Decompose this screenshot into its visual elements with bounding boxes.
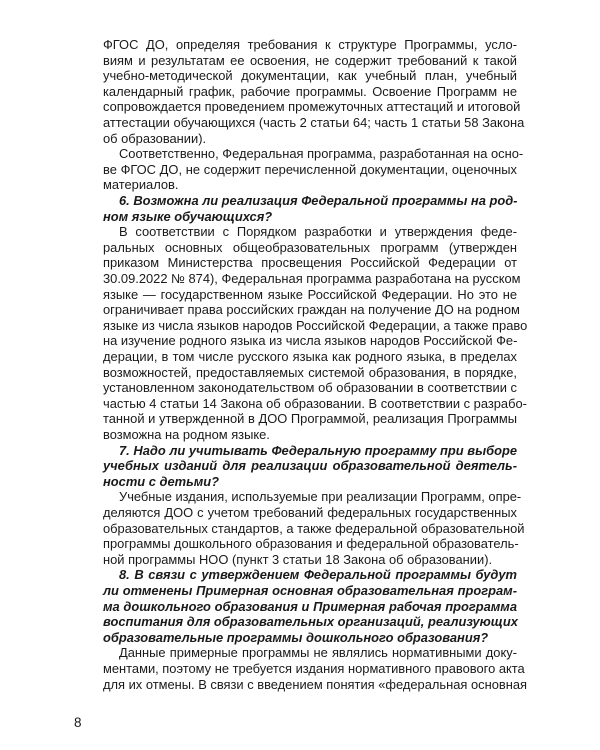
text-line: сопровождается проведением промежуточных аттестаций и итоговой — [103, 99, 521, 115]
text-line: частью 4 статьи 14 Закона об образовании. В соответствии с разрабо- — [103, 395, 527, 411]
text-line: ФГОС ДО, определяя требования к структуре Программы, усло- — [103, 37, 517, 52]
text-line: ной программы НОО (пункт 3 статьи 18 Закона об образовании). — [103, 551, 493, 567]
text-line: дерации, в том числе русского языка как родного языка, в пределах — [103, 349, 517, 364]
question-heading: ности с детьми? — [103, 473, 220, 489]
text-line: Соответственно, Федеральная программа, разработанная на осно- — [119, 146, 524, 162]
question-heading: ма дошкольного образования и Примерная рабочая программа — [103, 598, 517, 614]
text-line: на изучение родного языка из числа языков народов Российской Фе- — [103, 333, 518, 349]
text-line: учебно-методической документации, как учебный план, учебный — [103, 68, 517, 84]
question-heading: ном языке обучающихся? — [103, 208, 273, 224]
text-line: образовательных стандартов, а также федеральной образовательной — [103, 520, 525, 536]
question-heading: образовательные программы дошкольного образования? — [103, 629, 489, 645]
text-line: В соответствии с Порядком разработки и утверждения феде- — [119, 224, 517, 240]
text-line: деляются ДОО с учетом требований федеральных государственных — [103, 505, 517, 520]
text-line: танной и утвержденной в ДОО Программой, реализация Программы — [103, 411, 517, 427]
text-line: материалов. — [103, 177, 179, 193]
text-line: языке — государственном языке Российской Федерации. Но это не — [103, 286, 517, 302]
question-heading: 6. Возможна ли реализация Федеральной программы на род- — [119, 193, 518, 208]
text-line: возможна на родном языке. — [103, 427, 270, 442]
text-line: установленном законодательством об образовании в соответствии с — [103, 380, 517, 396]
text-line: ограничивает права российских граждан на получение ДО на родном — [103, 302, 520, 318]
text-line: программы дошкольного образования и федеральной образователь- — [103, 536, 519, 552]
page-number: 8 — [74, 715, 82, 730]
text-line: 30.09.2022 № 874), Федеральная программа разработана на русском — [103, 271, 521, 286]
text-line: Учебные издания, используемые при реализации Программ, опре- — [119, 489, 522, 505]
text-line: возможностей, предоставляемых системой образования, в порядке, — [103, 364, 517, 380]
question-heading: учебных изданий для реализации образовательной деятель- — [103, 458, 517, 474]
text-line: языке из числа языков народов Российской Федерации, а также право — [103, 317, 528, 333]
text-line: приказом Министерства просвещения Российской Федерации от — [103, 255, 517, 271]
text-line: ментами, поэтому не требуется издания нормативного правового акта — [103, 661, 525, 676]
text-line: об образовании). — [103, 130, 207, 146]
text-line: виям и результатам ее освоения, не содержит требований к такой — [103, 52, 517, 68]
text-line: календарный график, рабочие программы. Освоение Программ не — [103, 83, 517, 99]
text-line: аттестации обучающихся (часть 2 статьи 64; часть 1 статьи 58 Закона — [103, 115, 525, 130]
question-heading: воспитания для образовательных организаций, реализующих — [103, 614, 518, 630]
question-heading: 8. В связи с утверждением Федеральной программы будут — [119, 567, 517, 583]
text-line: Данные примерные программы не являлись нормативными доку- — [119, 645, 517, 661]
question-heading: 7. Надо ли учитывать Федеральную программу при выборе — [119, 442, 517, 458]
text-line: ральных основных общеобразовательных программ (утвержден — [103, 239, 517, 255]
text-line: для их отмены. В связи с введением понятия «федеральная основная — [103, 676, 527, 692]
question-heading: ли отменены Примерная основная образовательная програм- — [103, 583, 517, 598]
text-line: ве ФГОС ДО, не содержит перечисленной документации, оценочных — [103, 161, 517, 177]
